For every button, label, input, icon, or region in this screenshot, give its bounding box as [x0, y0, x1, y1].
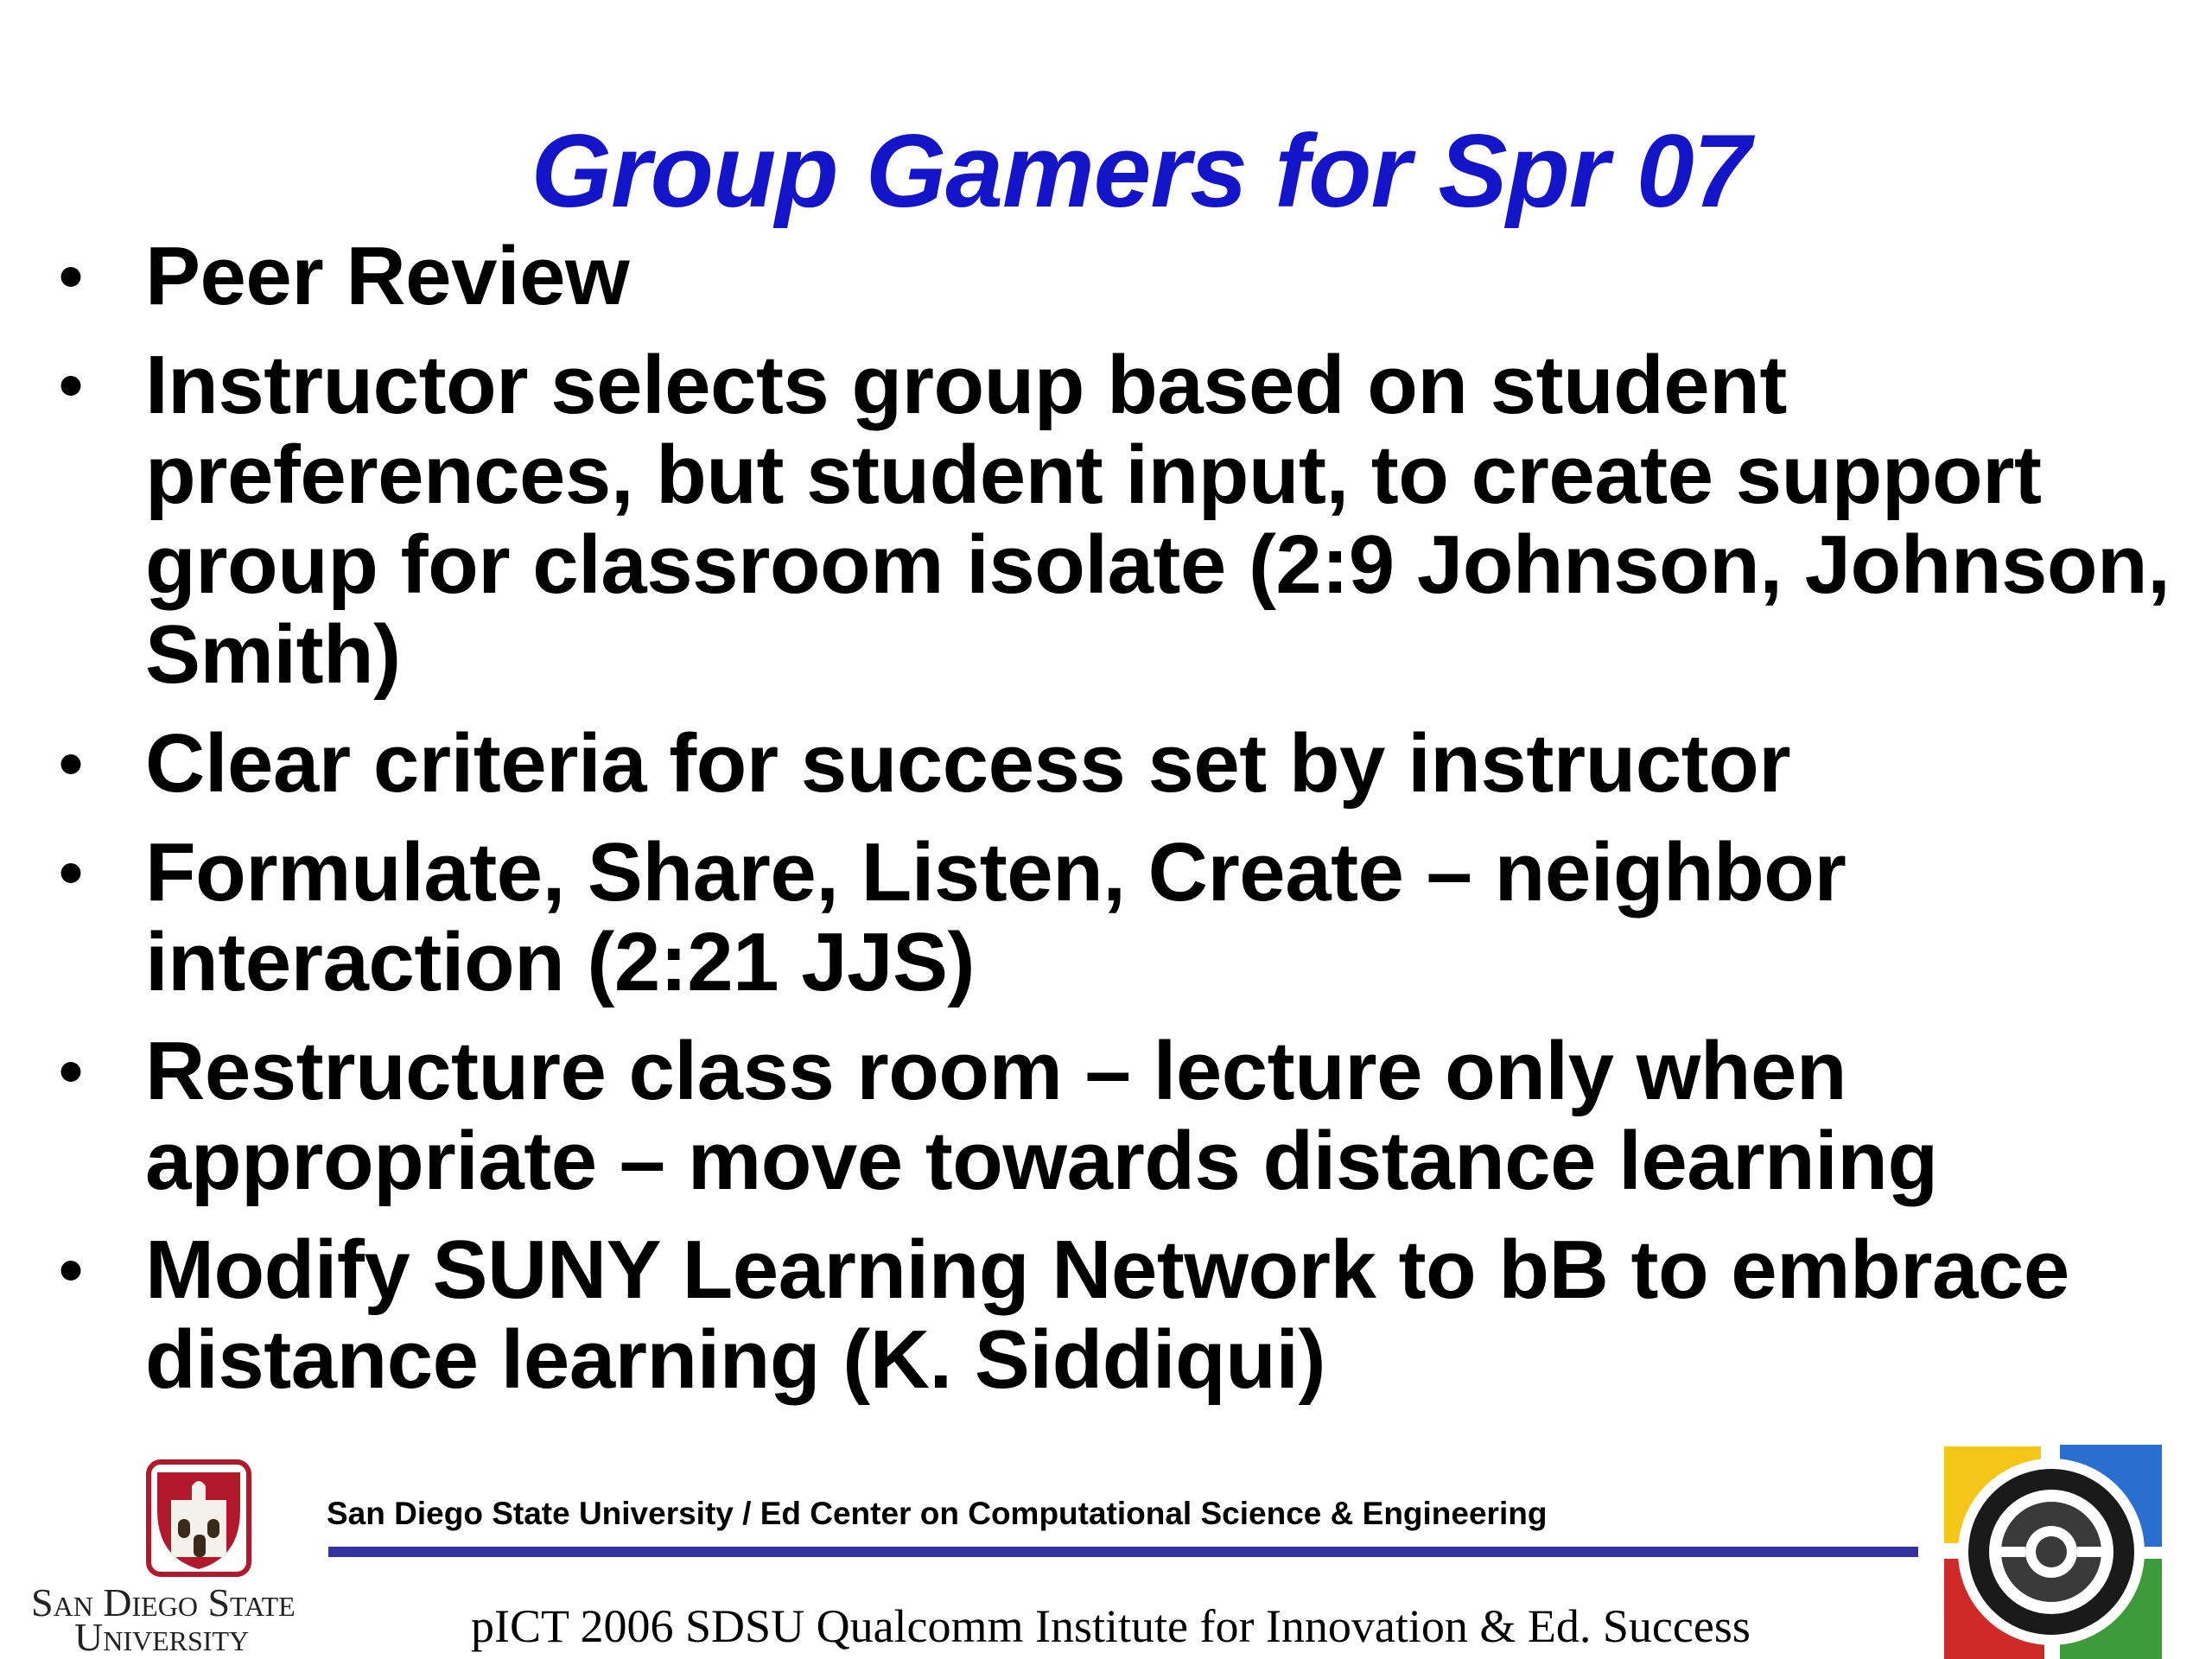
bullet-text: Peer Review	[145, 230, 630, 322]
bullet-marker: •	[59, 1231, 83, 1308]
bullet-list	[0, 232, 2212, 1424]
footer-affiliation: San Diego State University / Ed Center on Computational Science & Engineering	[327, 1496, 1548, 1531]
footer-event-text: pICT 2006 SDSU Qualcomm Institute for Innovation & Ed. Success	[471, 1600, 1751, 1652]
sdsu-wordmark-line2: University	[74, 1615, 250, 1659]
bullet-item	[0, 1225, 2212, 1405]
bullet-marker: •	[59, 725, 83, 802]
bullet-item	[0, 232, 2212, 321]
bullet-text: Instructor selects group based on student preferences, but student input, to create support group for classroom isolate (2:9 Johnson, Johnson, Smith)	[145, 339, 2171, 701]
footer-divider	[328, 1547, 1918, 1557]
bullet-marker: •	[59, 346, 83, 423]
bullet-text: Modify SUNY Learning Network to bB to embrace distance learning (K. Siddiqui)	[145, 1224, 2069, 1406]
bullet-text: Clear criteria for success set by instructor	[145, 717, 1791, 810]
bullet-item	[0, 719, 2212, 809]
bullet-item	[0, 340, 2212, 700]
quadrant-target-logo-icon	[1944, 1445, 2162, 1659]
slide-title: Group Gamers for Spr 07	[531, 113, 1751, 229]
bullet-item	[0, 1027, 2212, 1206]
bullet-text: Restructure class room – lecture only when appropriate – move towards distance learning	[145, 1025, 1938, 1207]
sdsu-wordmark-line1: San Diego State	[31, 1580, 296, 1624]
bullet-text: Formulate, Share, Listen, Create – neighbor interaction (2:21 JJS)	[145, 826, 1847, 1008]
bullet-marker: •	[59, 238, 83, 315]
bullet-marker: •	[59, 834, 83, 911]
bullet-marker: •	[59, 1033, 83, 1109]
bullet-item	[0, 828, 2212, 1007]
